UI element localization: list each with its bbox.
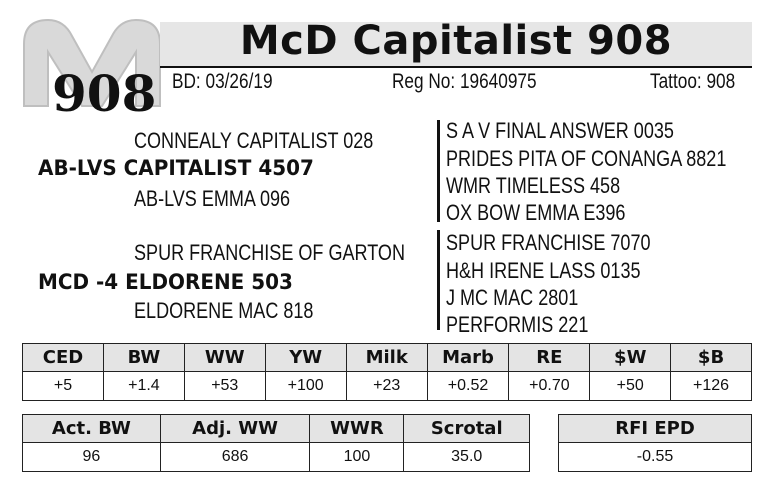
actual-header: Adj. WW	[160, 415, 310, 443]
ancestor: H&H IRENE LASS 0135	[446, 258, 641, 283]
epd-value: +1.4	[104, 372, 185, 401]
actual-value: 35.0	[404, 443, 530, 472]
epd-value-row	[23, 372, 752, 401]
ancestor: SPUR FRANCHISE 7070	[446, 230, 651, 255]
epd-value: +5	[23, 372, 104, 401]
lot-number: 908	[52, 64, 157, 123]
epd-value: +0.70	[509, 372, 590, 401]
actual-value: 686	[160, 443, 310, 472]
epd-value: +126	[671, 372, 752, 401]
header-rule	[160, 66, 752, 68]
pedigree-bracket-bottom	[437, 230, 440, 330]
rfi-value-row	[559, 443, 752, 472]
dam-sire: SPUR FRANCHISE OF GARTON	[134, 240, 405, 265]
rfi-value: -0.55	[559, 443, 752, 472]
dam-dam: ELDORENE MAC 818	[134, 298, 314, 323]
epd-header: $W	[590, 344, 671, 372]
actual-value: 100	[310, 443, 404, 472]
actual-value-row	[23, 443, 530, 472]
registration-number: Reg No: 19640975	[392, 70, 537, 93]
rfi-header: RFI EPD	[559, 415, 752, 443]
actual-header-row	[23, 415, 530, 443]
rfi-header-row	[559, 415, 752, 443]
sire-dam: AB-LVS EMMA 096	[134, 186, 291, 211]
tattoo: Tattoo: 908	[650, 70, 736, 93]
actual-data-table	[22, 414, 530, 472]
epd-header: $B	[671, 344, 752, 372]
actual-value: 96	[23, 443, 161, 472]
sire-sire: CONNEALY CAPITALIST 028	[134, 128, 374, 153]
ancestor: PERFORMIS 221	[446, 312, 589, 337]
ancestor: S A V FINAL ANSWER 0035	[446, 118, 674, 143]
epd-header: YW	[265, 344, 346, 372]
epd-table	[22, 343, 752, 401]
epd-header: WW	[184, 344, 265, 372]
epd-header: BW	[104, 344, 185, 372]
ancestor: J MC MAC 2801	[446, 285, 579, 310]
epd-value: +0.52	[427, 372, 509, 401]
epd-value: +100	[265, 372, 346, 401]
ancestor: PRIDES PITA OF CONANGA 8821	[446, 146, 727, 171]
sire: AB-LVS CAPITALIST 4507	[38, 156, 314, 180]
epd-header-row	[23, 344, 752, 372]
epd-header: Marb	[427, 344, 509, 372]
actual-header: Scrotal	[404, 415, 530, 443]
actual-header: WWR	[310, 415, 404, 443]
birth-date: BD: 03/26/19	[172, 70, 273, 93]
rfi-table	[558, 414, 752, 472]
ancestor: OX BOW EMMA E396	[446, 200, 626, 225]
epd-header: Milk	[346, 344, 427, 372]
ancestor: WMR TIMELESS 458	[446, 173, 621, 198]
epd-header: RE	[509, 344, 590, 372]
epd-value: +23	[346, 372, 427, 401]
epd-value: +53	[184, 372, 265, 401]
epd-header: CED	[23, 344, 104, 372]
animal-name: McD Capitalist 908	[239, 18, 673, 64]
dam: MCD -4 ELDORENE 503	[38, 270, 293, 294]
pedigree-bracket-top	[437, 120, 440, 222]
actual-header: Act. BW	[23, 415, 161, 443]
epd-value: +50	[590, 372, 671, 401]
